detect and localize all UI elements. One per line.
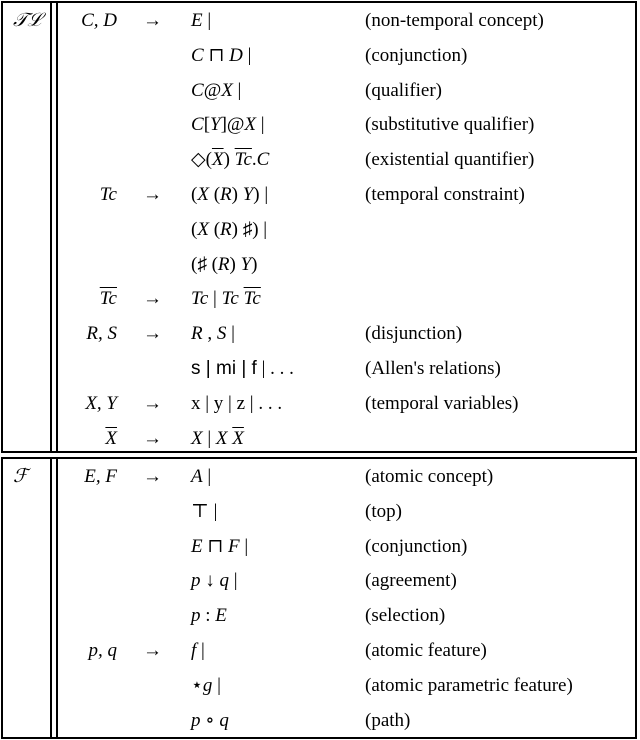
rule-rhs: [191, 281, 261, 316]
rhs-symbol: (♯ (: [191, 253, 218, 275]
rhs-symbol: E: [191, 535, 203, 557]
rhs-symbol: ): [229, 253, 241, 275]
rhs-symbol: X: [197, 218, 209, 240]
rhs-symbol: (: [208, 184, 221, 205]
grammar-rule-row: [3, 73, 635, 108]
grammar-rule-row: [3, 633, 635, 668]
rhs-symbol: p: [191, 570, 201, 592]
rhs-symbol: C: [256, 149, 270, 171]
rule-rhs: [191, 38, 251, 73]
rhs-symbol: |: [229, 570, 238, 592]
grammar-rule-row: [3, 386, 635, 421]
grammar-rule-row: [3, 703, 635, 738]
rhs-symbol: s | mi | f: [191, 358, 257, 379]
rule-comment: (qualifier): [365, 79, 443, 101]
rhs-symbol: $\overline{X}$: [211, 149, 224, 171]
rule-rhs: [191, 459, 211, 494]
rhs-symbol: Y: [240, 253, 252, 275]
rule-rhs: [191, 3, 211, 38]
rhs-symbol: Y: [210, 114, 221, 136]
rule-comment: (top): [365, 500, 402, 522]
rule-rhs: [191, 563, 238, 598]
arrow-symbol: →: [143, 288, 162, 310]
rhs-symbol: |: [226, 323, 235, 345]
rhs-symbol: $\overline{Tc}$: [234, 149, 252, 171]
rule-comment: (conjunction): [365, 44, 468, 66]
rhs-symbol: p: [191, 605, 201, 627]
rule-lhs: [86, 316, 117, 351]
rhs-symbol: .: [251, 149, 257, 171]
rhs-symbol: ∘: [200, 709, 220, 731]
rhs-symbol: C: [191, 79, 204, 101]
grammar-rule-row: [3, 38, 635, 73]
lhs-symbol: $\overline{Tc}$: [99, 288, 117, 310]
rhs-symbol: ◇(: [191, 149, 212, 171]
category-label: 𝒯ℒ: [13, 9, 42, 31]
rhs-symbol: Tc: [191, 288, 209, 310]
rhs-symbol: ) ♯) |: [231, 218, 268, 240]
lhs-symbol: Tc: [99, 184, 117, 205]
rule-rhs: [191, 212, 267, 247]
rhs-symbol: D: [229, 44, 243, 66]
rhs-symbol: | . . .: [256, 358, 294, 379]
rhs-symbol: (: [191, 218, 198, 240]
lhs-symbol: p, q: [88, 640, 117, 661]
arrow-symbol: →: [143, 640, 162, 661]
grammar-rule-row: [3, 563, 635, 598]
rule-comment: (agreement): [365, 570, 457, 592]
rhs-symbol: X: [244, 114, 257, 136]
rule-comment: (path): [365, 709, 411, 731]
rhs-symbol: ,: [202, 323, 217, 345]
rule-rhs: [191, 316, 235, 351]
rhs-symbol: ]@: [220, 114, 245, 136]
rhs-symbol: A: [191, 466, 203, 487]
grammar-rule-row: [3, 177, 635, 212]
rhs-symbol: R: [191, 323, 203, 345]
rhs-symbol: |: [212, 674, 221, 696]
rule-rhs: [191, 142, 269, 177]
rule-lhs: [100, 281, 117, 316]
rhs-symbol: f: [191, 640, 197, 661]
rhs-symbol: R: [217, 253, 230, 275]
rule-rhs: [191, 107, 265, 142]
rhs-symbol: ): [231, 184, 243, 205]
rhs-symbol: ⊓: [203, 44, 230, 66]
rhs-symbol: R: [220, 184, 232, 205]
rhs-symbol: Tc: [221, 288, 239, 310]
rule-comment: (Allen's relations): [365, 358, 501, 379]
rhs-symbol: |: [208, 288, 222, 310]
rhs-symbol: E: [191, 10, 203, 31]
grammar-rule-row: [3, 494, 635, 529]
rule-comment: (temporal constraint): [365, 184, 525, 205]
rule-comment: (substitutive qualifier): [365, 114, 535, 136]
rule-comment: (atomic parametric feature): [365, 674, 573, 696]
rhs-symbol: |: [202, 427, 216, 449]
rule-rhs: [191, 668, 221, 703]
rule-comment: (temporal variables): [365, 392, 519, 414]
rule-rhs: [191, 421, 244, 456]
rule-rhs: [191, 494, 217, 529]
rhs-symbol: p: [191, 709, 201, 731]
rule-comment: (conjunction): [365, 535, 468, 557]
rhs-symbol: [: [203, 114, 211, 136]
rhs-symbol: X: [221, 79, 233, 101]
grammar-rule-row: [3, 281, 635, 316]
rule-comment: (non-temporal concept): [365, 10, 544, 31]
rhs-symbol: E: [215, 605, 227, 627]
rhs-symbol: ) |: [253, 184, 269, 205]
rhs-symbol: ): [251, 253, 258, 275]
rule-rhs: [191, 386, 282, 421]
rule-rhs: [191, 351, 294, 386]
arrow-symbol: →: [143, 184, 162, 205]
rule-comment: (atomic feature): [365, 640, 487, 661]
grammar-rule-row: [3, 668, 635, 703]
rhs-symbol: (: [191, 184, 198, 205]
grammar-rule-row: [3, 459, 635, 494]
rule-rhs: [191, 598, 227, 633]
rhs-symbol: :: [200, 605, 216, 627]
rule-lhs: [89, 633, 118, 668]
rule-comment: (selection): [365, 605, 446, 627]
rule-rhs: [191, 247, 258, 282]
rhs-symbol: ⊓: [202, 535, 229, 557]
arrow-symbol: →: [143, 466, 162, 487]
arrow-symbol: →: [143, 323, 162, 345]
rhs-symbol: |: [242, 44, 252, 66]
rhs-symbol: X: [191, 427, 203, 449]
lhs-symbol: C, D: [81, 10, 117, 31]
rhs-symbol: (: [208, 218, 221, 240]
rule-comment: (disjunction): [365, 323, 463, 345]
rhs-symbol: g: [202, 674, 213, 696]
grammar-rule-row: [3, 212, 635, 247]
temporal-logic-grammar-table: [1, 1, 637, 453]
rhs-symbol: q: [219, 709, 229, 731]
lhs-symbol: $\overline{X}$: [105, 427, 117, 449]
grammar-rule-row: [3, 316, 635, 351]
grammar-rule-row: [3, 529, 635, 564]
rhs-symbol: @: [203, 79, 222, 101]
rhs-symbol: F: [228, 535, 240, 557]
rhs-symbol: q: [219, 570, 229, 592]
rhs-symbol: ): [223, 149, 235, 171]
rhs-symbol: |: [239, 535, 249, 557]
rhs-symbol: S: [216, 323, 227, 345]
rule-lhs: [84, 459, 117, 494]
feature-logic-grammar-table: [1, 457, 637, 739]
rhs-symbol: X: [197, 184, 209, 205]
rhs-symbol: X: [215, 427, 228, 449]
rule-rhs: [191, 633, 205, 668]
rhs-symbol: $\overline{X}$: [232, 427, 244, 449]
arrow-symbol: →: [143, 10, 162, 31]
rhs-symbol: ⊤ |: [191, 500, 218, 522]
rule-lhs: [105, 421, 117, 456]
rhs-symbol: |: [256, 114, 265, 136]
rule-rhs: [191, 529, 248, 564]
rhs-symbol: |: [202, 10, 212, 31]
rule-lhs: [85, 386, 117, 421]
rhs-symbol: C: [191, 114, 204, 136]
rule-lhs: [100, 177, 117, 212]
grammar-rule-row: [3, 351, 635, 386]
rhs-symbol: |: [196, 640, 205, 661]
lhs-symbol: E, F: [84, 466, 117, 487]
rhs-symbol: |: [202, 466, 212, 487]
rule-comment: (existential quantifier): [365, 149, 535, 171]
lhs-symbol: X, Y: [85, 392, 117, 414]
rhs-symbol: $\overline{Tc}$: [243, 288, 261, 310]
arrow-symbol: →: [143, 427, 162, 449]
rhs-symbol: R: [220, 218, 232, 240]
rhs-symbol: |: [232, 79, 242, 101]
rule-rhs: [191, 703, 229, 738]
grammar-rule-row: [3, 3, 635, 38]
grammar-rule-row: [3, 598, 635, 633]
grammar-rule-row: [3, 247, 635, 282]
rhs-symbol: Y: [242, 184, 254, 205]
grammar-rule-row: [3, 142, 635, 177]
rule-rhs: [191, 177, 268, 212]
category-label: ℱ: [13, 465, 28, 487]
rhs-symbol: C: [191, 44, 204, 66]
rule-comment: (atomic concept): [365, 466, 494, 487]
arrow-symbol: →: [143, 392, 162, 414]
lhs-symbol: R, S: [86, 323, 117, 345]
grammar-rule-row: [3, 421, 635, 456]
grammar-rule-row: [3, 107, 635, 142]
rhs-symbol: ↓: [200, 570, 220, 592]
rule-lhs: [81, 3, 117, 38]
rhs-symbol: x | y | z | . . .: [191, 392, 283, 414]
rule-rhs: [191, 73, 241, 108]
rhs-symbol: ⋆: [191, 674, 203, 696]
